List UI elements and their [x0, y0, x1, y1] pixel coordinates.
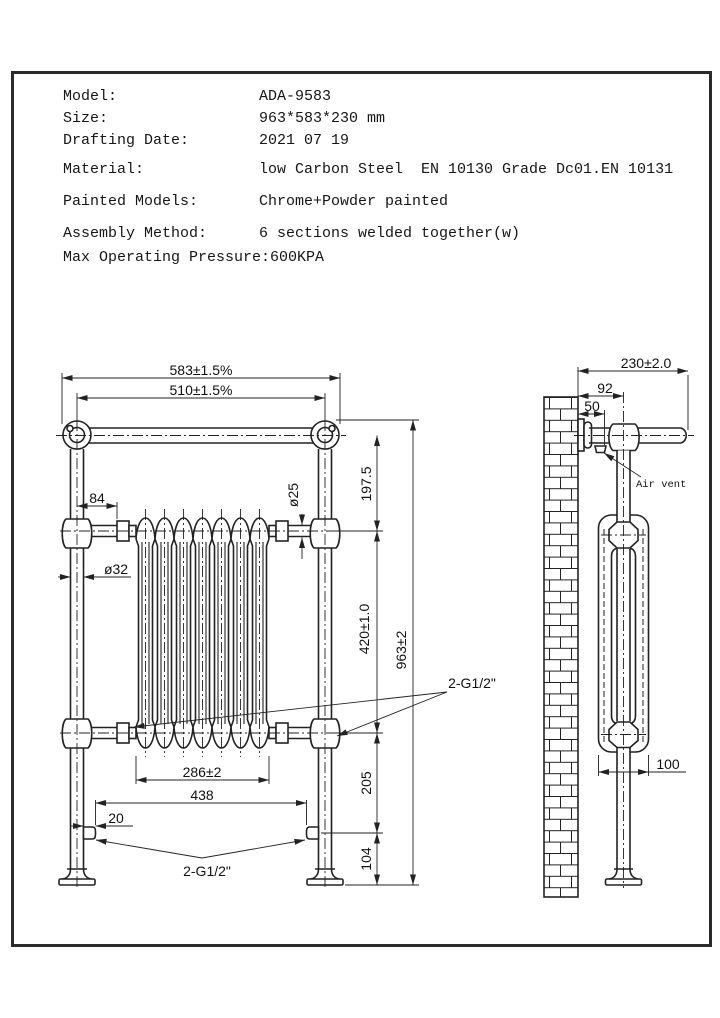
bottom-outlets — [84, 827, 319, 839]
spec-value: Chrome+Powder painted — [259, 193, 449, 210]
spec-label: Size: — [63, 110, 109, 127]
air-vent-fitting — [595, 446, 606, 453]
spec-label: Assembly Method: — [63, 225, 208, 242]
dim-bottom-span: 438 — [190, 787, 214, 803]
spec-value: ADA-9583 — [259, 88, 332, 105]
tee-fittings — [62, 519, 340, 748]
dim-rail-to-inlet: 197.5 — [358, 466, 374, 502]
label-bottom-connections: 2-G1/2" — [183, 863, 231, 879]
spec-value: 600KPA — [270, 249, 325, 266]
dim-wall-to-vent: 50 — [584, 398, 600, 414]
front-dimension-labels — [89, 362, 496, 879]
spec-label: Painted Models: — [63, 193, 199, 210]
spec-value: 963*583*230 mm — [259, 110, 386, 127]
dim-tube-diameter: ø32 — [103, 561, 129, 577]
spec-label: Model: — [63, 88, 118, 105]
dim-floor-clearance: 104 — [358, 847, 374, 871]
brick-wall — [544, 397, 578, 897]
wall-flange-side — [578, 419, 592, 451]
connecting-pipes — [91, 526, 311, 739]
dim-overall-width: 583±1.5% — [169, 362, 233, 378]
spec-label: Drafting Date: — [63, 132, 190, 149]
dim-overall-height: 963±2 — [393, 630, 409, 670]
dim-wall-to-tube: 92 — [597, 380, 613, 396]
dim-radiator-width: 286±2 — [182, 764, 222, 780]
dim-outlet-drop: 205 — [358, 771, 374, 795]
dim-inlet-to-outlet: 420±1.0 — [356, 603, 372, 655]
label-side-connections: 2-G1/2" — [448, 675, 496, 691]
spec-value: 6 sections welded together(w) — [259, 225, 521, 242]
wall-flanges — [63, 421, 339, 449]
spec-label: Max Operating Pressure: — [63, 249, 271, 266]
vertical-tubes — [71, 449, 332, 869]
rail-tee-side — [609, 424, 639, 451]
dim-overall-depth: 230±2.0 — [620, 355, 672, 371]
side-centerlines — [574, 392, 694, 888]
dim-radiator-depth: 100 — [656, 756, 680, 772]
spec-label: Material: — [63, 161, 145, 178]
side-view — [544, 392, 694, 897]
air-vent-label: Air vent — [636, 479, 687, 491]
dim-rail-width: 510±1.5% — [169, 382, 233, 398]
spec-value: low Carbon Steel EN 10130 Grade Dc01.EN 10131 — [259, 161, 674, 178]
spec-value: 2021 07 19 — [259, 132, 350, 149]
dim-inlet-offset: 84 — [89, 490, 105, 506]
dim-bottom-offset: 20 — [108, 810, 124, 826]
dim-pipe-diameter: ø25 — [285, 482, 301, 508]
